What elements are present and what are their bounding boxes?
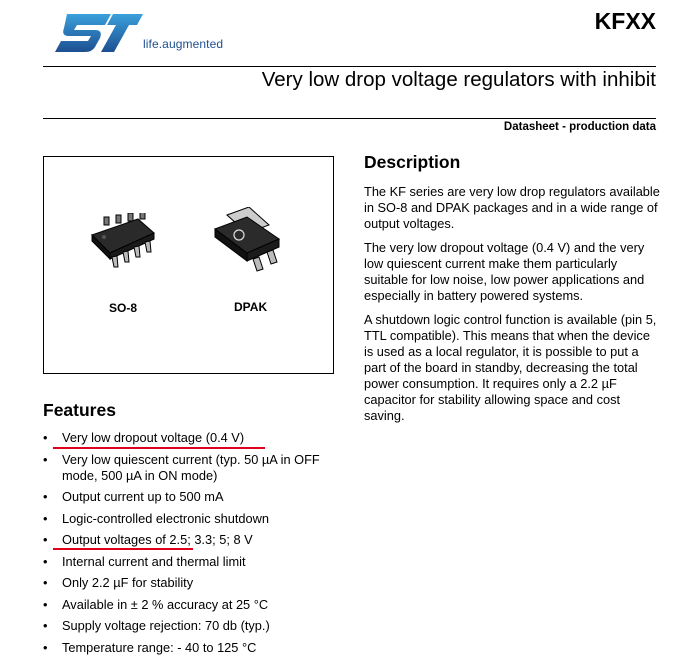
bullet: • <box>43 430 48 445</box>
feature-item <box>43 511 343 527</box>
feature-text: Output current up to 500 mA <box>62 489 224 504</box>
divider <box>43 118 656 119</box>
bullet: • <box>43 618 48 633</box>
features-list <box>43 430 343 661</box>
bullet: • <box>43 575 48 590</box>
feature-item <box>43 489 343 505</box>
description-paragraph: The KF series are very low drop regulators available in SO-8 and DPAK packages and in a wide range of output voltages. <box>364 184 660 231</box>
description-heading: Description <box>364 152 461 172</box>
feature-item <box>43 452 343 484</box>
feature-text: Internal current and thermal limit <box>62 553 246 569</box>
description-paragraph: The very low dropout voltage (0.4 V) and the very low quiescent current make them particularly suitable for low noise, low power applications and especially in battery powered systems. <box>364 240 645 303</box>
divider <box>43 66 656 67</box>
red-underline-annotation <box>53 447 265 449</box>
bullet: • <box>43 510 48 526</box>
feature-item <box>43 618 343 634</box>
bullet: • <box>43 532 48 547</box>
feature-text: Supply voltage rejection: 70 db (typ.) <box>62 618 270 633</box>
feature-item <box>43 554 343 570</box>
bullet: • <box>43 596 48 612</box>
description-body <box>364 184 660 432</box>
feature-text: Very low quiescent current (typ. 50 µA in OFF mode, 500 µA in ON mode) <box>62 451 320 483</box>
datasheet-type: Datasheet - production data <box>503 121 656 133</box>
dpak-label: DPAK <box>234 300 268 314</box>
bullet: • <box>43 489 48 504</box>
feature-item <box>43 430 343 446</box>
feature-text: Temperature range: - 40 to 125 °C <box>62 639 257 655</box>
document-title: Very low drop voltage regulators with inhibit <box>261 68 656 91</box>
dpak-package-icon <box>209 207 289 282</box>
st-logo <box>55 12 145 54</box>
so8-label: SO-8 <box>109 301 138 315</box>
feature-item <box>43 575 343 591</box>
feature-text: Available in ± 2 % accuracy at 25 °C <box>62 596 269 612</box>
bullet: • <box>43 639 48 655</box>
feature-text: Output voltages of 2.5; 3.3; 5; 8 V <box>62 532 253 547</box>
feature-item <box>43 532 343 548</box>
so8-package-icon <box>88 213 160 278</box>
package-figure <box>43 156 334 374</box>
bullet: • <box>43 553 48 569</box>
red-underline-annotation <box>53 548 193 550</box>
tagline: life.augmented <box>143 37 224 51</box>
feature-item <box>43 597 343 613</box>
feature-text: Logic-controlled electronic shutdown <box>62 510 269 526</box>
feature-item <box>43 640 343 656</box>
feature-text: Only 2.2 µF for stability <box>62 575 194 590</box>
feature-text: Very low dropout voltage (0.4 V) <box>62 430 245 445</box>
features-heading: Features <box>43 400 116 420</box>
part-number: KFXX <box>594 8 656 34</box>
bullet: • <box>43 451 48 467</box>
description-paragraph: A shutdown logic control function is available (pin 5, TTL compatible). This means that when the device is used as a local regulator, it is possible to put a part of the board in standby, decreasing the total power consumption. It requires only a 2.2 µF capacitor for stability allowing space and cost saving. <box>364 312 657 423</box>
